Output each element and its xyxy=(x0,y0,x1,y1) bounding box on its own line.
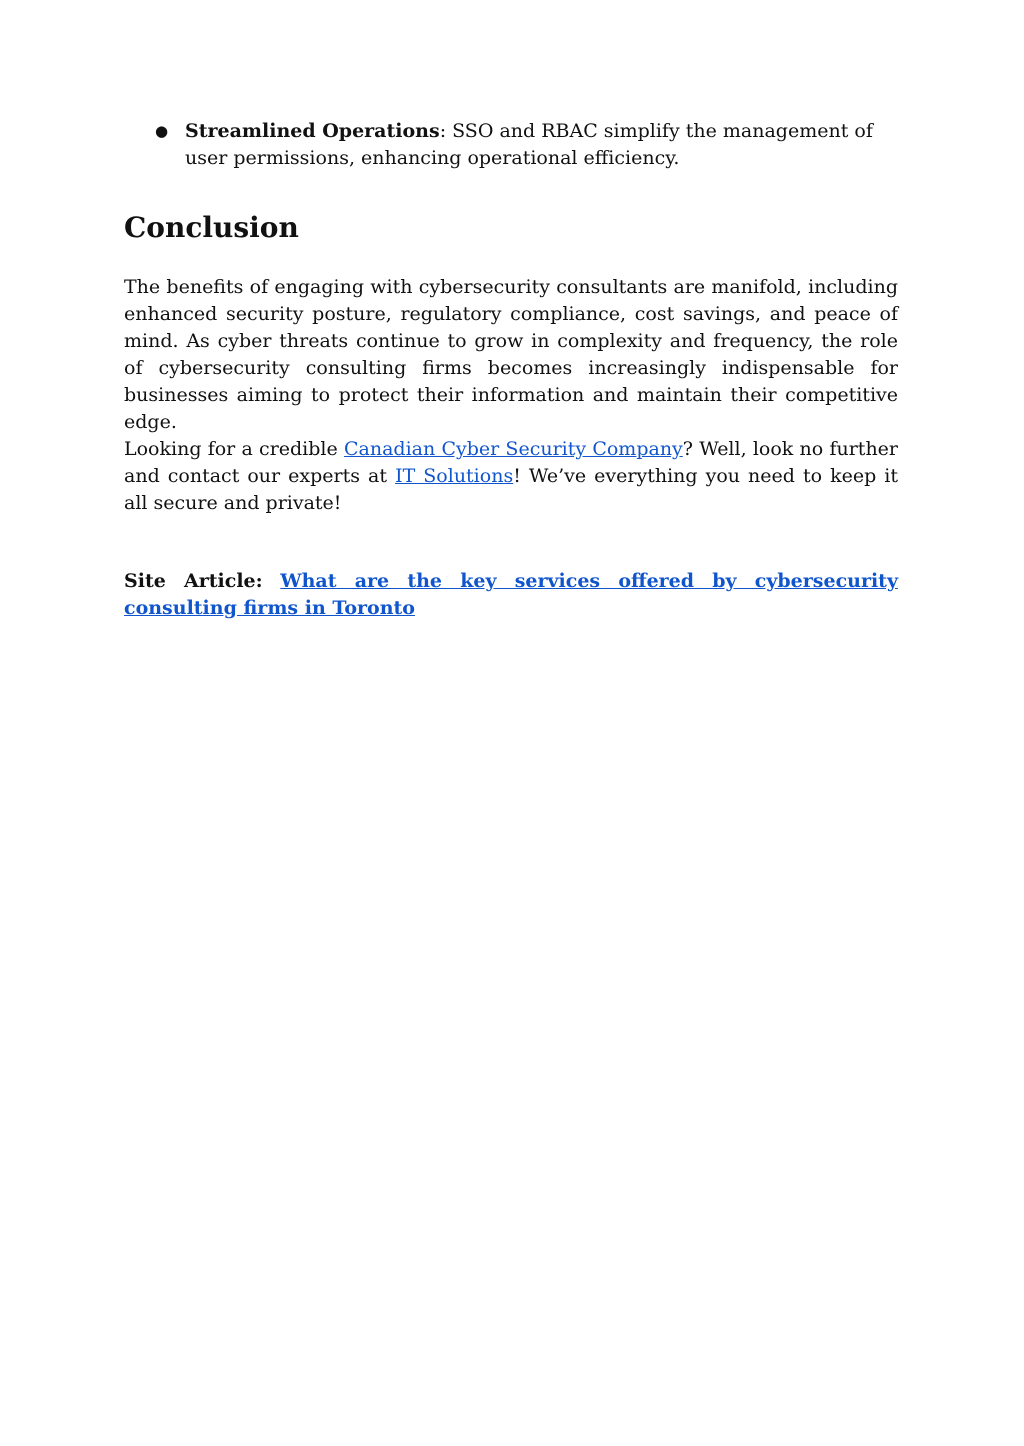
it-solutions-link[interactable]: IT Solutions xyxy=(395,465,514,487)
conclusion-paragraph: The benefits of engaging with cybersecurity consultants are manifold, including enhanced security posture, regulatory compliance, cost savings, and peace of mind. As cyber threats continue to grow in complexity and frequency, the role of cybersecurity consulting firms becomes increasingly indispensable for businesses aiming to protect their information and maintain their competitive edge. xyxy=(124,276,898,433)
site-article-label: Site Article: xyxy=(124,570,263,592)
contact-text-1: Looking for a credible xyxy=(124,438,344,460)
bullet-list xyxy=(124,118,898,172)
bullet-icon: ● xyxy=(155,122,169,140)
canadian-cyber-security-link[interactable]: Canadian Cyber Security Company xyxy=(343,438,683,460)
contact-text-2: ? Well, look no further and contact our experts at xyxy=(124,438,899,487)
document-page xyxy=(124,118,898,622)
site-article-link[interactable]: What are the key services offered by cybersecurity consulting firms in Toronto xyxy=(124,570,898,619)
section-heading: Conclusion xyxy=(124,211,299,244)
list-item xyxy=(124,118,898,172)
bullet-text: : SSO and RBAC simplify the management of user permissions, enhancing operational efficiency. xyxy=(185,120,873,169)
contact-paragraph xyxy=(124,436,898,517)
contact-text-3: ! We’ve everything you need to keep it all secure and private! xyxy=(124,465,899,514)
site-article-line xyxy=(124,568,898,622)
bullet-title: Streamlined Operations xyxy=(185,120,440,142)
